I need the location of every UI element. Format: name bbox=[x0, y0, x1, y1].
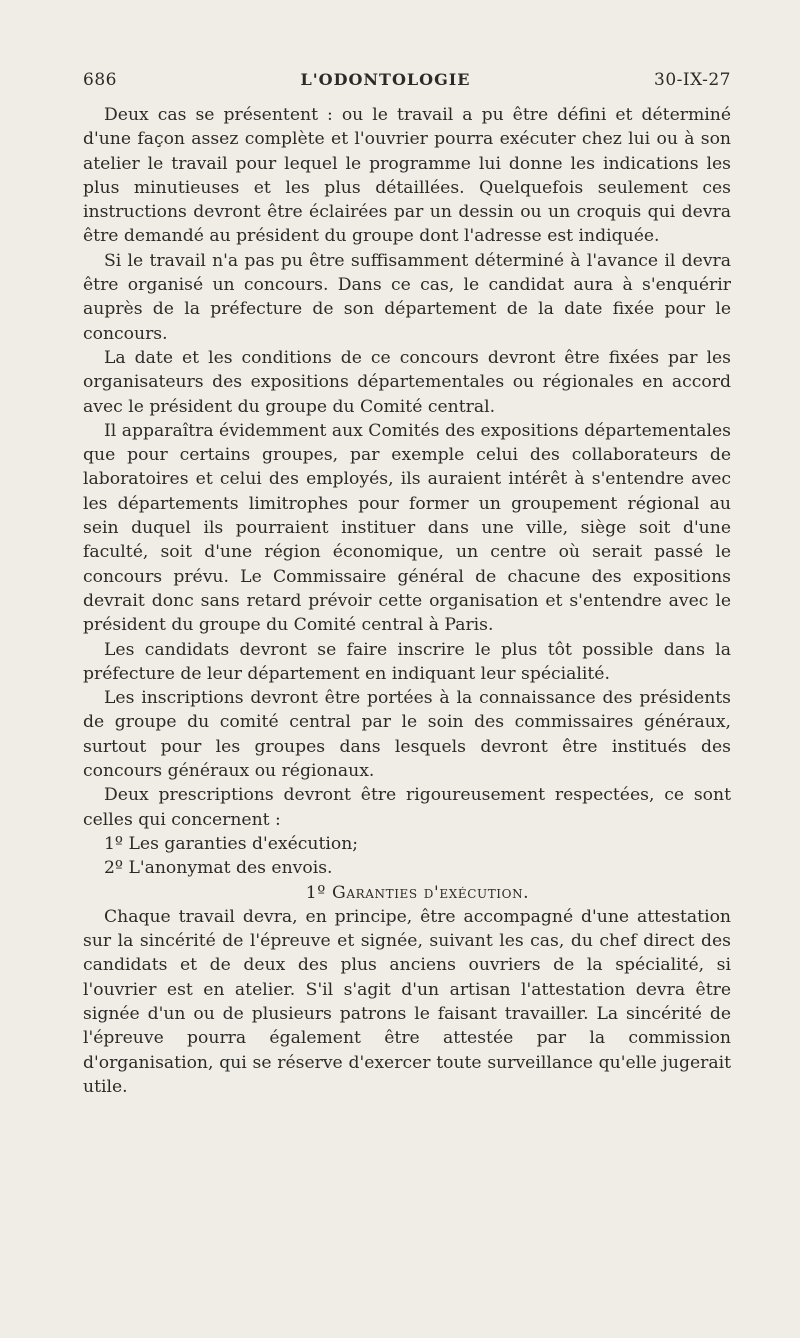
paragraph: Les inscriptions devront être portées à la connaissance des présidents de groupe du comité central par le soin des commissaires généraux, surtout pour les groupes dans lesquels devront être institués des concours généraux ou régionaux. bbox=[83, 688, 731, 782]
article-body bbox=[83, 103, 731, 1099]
paragraph: Les candidats devront se faire inscrire le plus tôt possible dans la préfecture de leur département en indiquant leur spécialité. bbox=[83, 639, 731, 684]
paragraph: Il apparaîtra évidemment aux Comités des expositions départementales que pour certains groupes, par exemple celui des collaborateurs de laboratoires et celui des employés, ils auraient intérêt à s'entendre avec les départements limitrophes pour former un groupement régional au sein duquel ils pourraient instituer dans une ville, siège soit d'une faculté, soit d'une région économique, un centre où serait passé le concours prévu. Le Commissaire général de chacune des expositions devrait donc sans retard prévoir cette organisation et s'entendre avec le président du groupe du Comité central à Paris. bbox=[83, 420, 731, 636]
prescription-list bbox=[83, 832, 731, 881]
paragraph: La date et les conditions de ce concours devront être fixées par les organisateurs des expositions départementales ou régionales en accord avec le président du groupe du Comité central. bbox=[83, 347, 731, 417]
issue-date: 30-IX-27 bbox=[654, 70, 731, 90]
journal-title: L'ODONTOLOGIE bbox=[300, 70, 471, 89]
list-item: 1º Les garanties d'exécution; bbox=[104, 833, 359, 854]
paragraph: Deux cas se présentent : ou le travail a pu être défini et déterminé d'une façon assez complète et l'ouvrier pourra exécuter chez lui ou à son atelier le travail pour lequel le programme lui donne les indications les plus minutieuses et les plus détaillées. Quelquefois seulement ces instructions devront être éclairées par un dessin ou un croquis qui devra être demandé au président du groupe dont l'adresse est indiquée. bbox=[83, 105, 731, 247]
section-heading: 1º Garanties d'exécution. bbox=[305, 882, 530, 903]
section-paragraph: Chaque travail devra, en principe, être accompagné d'une attestation sur la sincérité de l'épreuve et signée, suivant les cas, du chef direct des candidats et de deux des plus anciens ouvriers de la spécialité, si l'ouvrier est en atelier. S'il s'agit d'un artisan l'attestation devra être signée d'un ou de plusieurs patrons le faisant travailler. La sincérité de l'épreuve pourra également être attestée par la commission d'organisation, qui se réserve d'exercer toute surveillance qu'elle jugerait utile. bbox=[83, 906, 731, 1097]
running-header bbox=[83, 70, 731, 90]
paragraph: Deux prescriptions devront être rigoureusement respectées, ce sont celles qui concernent : bbox=[83, 785, 731, 830]
paragraph: Si le travail n'a pas pu être suffisamment déterminé à l'avance il devra être organisé un concours. Dans ce cas, le candidat aura à s'enquérir auprès de la préfecture de son département de la date fixée pour le concours. bbox=[83, 250, 731, 344]
list-item: 2º L'anonymat des envois. bbox=[104, 858, 333, 879]
page-number: 686 bbox=[83, 70, 117, 90]
